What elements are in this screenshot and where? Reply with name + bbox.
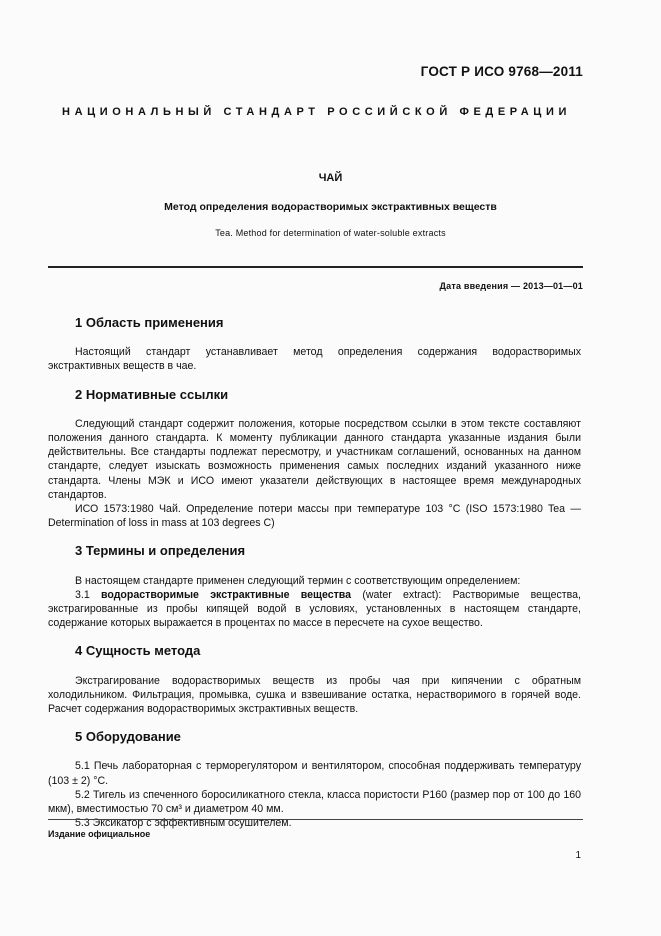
edition-label: Издание официальное (48, 829, 151, 839)
paragraph: Следующий стандарт содержит положения, которые посредством ссылки в этом тексте составляют положения данного стандарта. К моменту публикации данного стандарта указанные издания были действительны. Все стандарты подлежат пересмотру, и участникам соглашений, основанных на данном стандарте, следует изыскать возможность применения самых последних изданий указанного ниже стандарта. Члены МЭК и ИСО имеют указатели действующих в настоящее время международных стандартов. (48, 417, 581, 501)
paragraph: 5.3 Эксикатор с эффективным осушителем. (75, 817, 292, 830)
english-title: Tea. Method for determination of water-soluble extracts (215, 228, 446, 238)
paragraph: Экстрагирование водорастворимых веществ из пробы чая при кипячении с обратным холодильником. Фильтрация, промывка, сушка и взвешивание остатка, нерастворимого в горячей воде. Расчет содержания водорастворимых экстрактивных веществ. (48, 674, 581, 716)
introduction-date: Дата введения — 2013—01—01 (439, 281, 583, 291)
document-body (48, 316, 581, 844)
header-divider (48, 266, 583, 268)
section-heading: 5 Оборудование (75, 729, 181, 745)
paragraph: 5.1 Печь лабораторная с терморегулятором и вентилятором, способная поддерживать температуру (103 ± 2) °С. (48, 760, 581, 787)
page-number: 1 (575, 850, 581, 861)
term-number: 3.1 (75, 588, 90, 601)
section-heading: 3 Термины и определения (75, 543, 246, 559)
paragraph: Настоящий стандарт устанавливает метод определения содержания водорастворимых экстрактивных веществ в чае. (48, 346, 581, 373)
term-definition (48, 588, 581, 631)
paragraph: В настоящем стандарте применен следующий термин с соответствующим определением: (75, 574, 521, 587)
section-principle (48, 644, 581, 716)
document-subtitle: Метод определения водорастворимых экстрактивных веществ (164, 201, 497, 213)
national-standard-line: НАЦИОНАЛЬНЫЙ СТАНДАРТ РОССИЙСКОЙ ФЕДЕРАЦИИ (62, 106, 571, 118)
footer-divider (48, 819, 583, 820)
document-title: ЧАЙ (318, 172, 343, 184)
section-apparatus (48, 730, 581, 830)
paragraph: 5.2 Тигель из спеченного боросиликатного стекла, класса пористости Р160 (размер пор от 100 до 160 мкм), вместимостью 70 см³ и диаметром 40 мм. (48, 788, 581, 816)
term-name: водорастворимые экстрактивные вещества (101, 588, 352, 601)
term-english: (water extract): (362, 588, 442, 601)
document-number: ГОСТ Р ИСО 9768—2011 (420, 64, 583, 79)
term-text: Растворимые вещества, экстрагированные из пробы кипящей водой в условиях, установленных в настоящем стандарте, содержание которых выражается в процентах по массе в пересчете на сухое вещество. (48, 588, 581, 630)
section-normative-references (48, 388, 581, 531)
section-heading: 4 Сущность метода (75, 643, 201, 659)
section-heading: 1 Область применения (75, 315, 224, 330)
section-heading: 2 Нормативные ссылки (75, 386, 229, 402)
paragraph: ИСО 1573:1980 Чай. Определение потери массы при температуре 103 °С (ISO 1573:1980 Tea — Determination of loss in mass at 103 degrees С) (48, 503, 581, 530)
section-terms (48, 544, 581, 630)
section-scope (48, 316, 581, 374)
